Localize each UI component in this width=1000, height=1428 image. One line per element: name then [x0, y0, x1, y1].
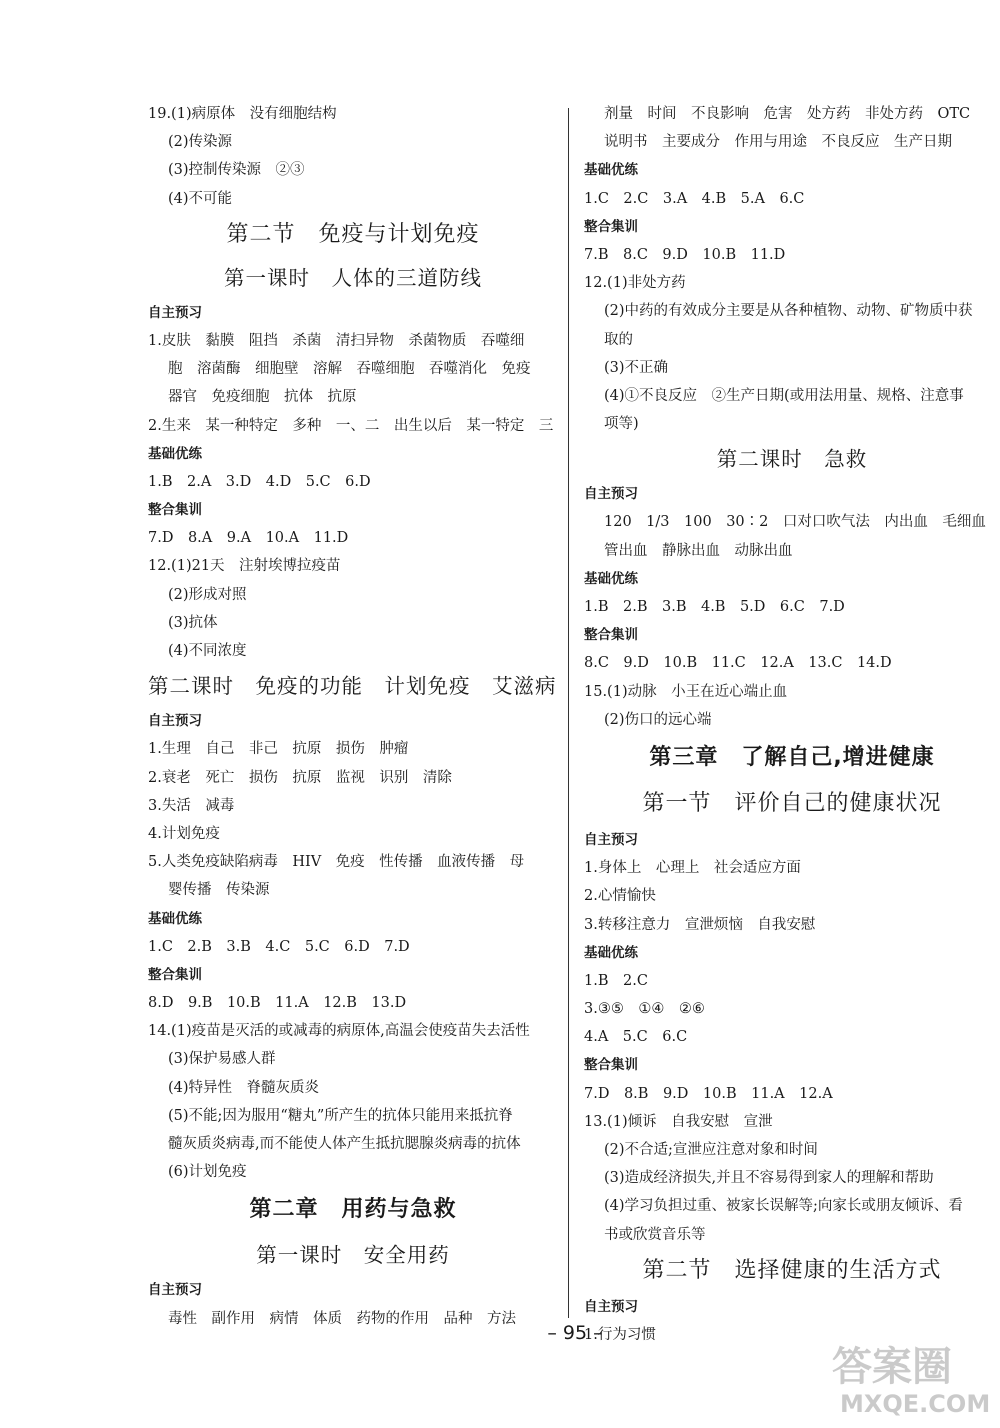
subsection-label: 整合集训 [584, 1057, 638, 1074]
answer-line: 1.B 2.B 3.B 4.B 5.D 6.C 7.D [584, 599, 845, 615]
answer-continuation: 120 1/3 100 30∶2 口对口吹气法 内出血 毛细血 [604, 514, 986, 531]
right-column [584, 100, 1000, 1349]
subsection-label: 自主预习 [584, 486, 638, 503]
section-heading: 第二节 免疫与计划免疫 [226, 221, 480, 247]
section-heading: 第二节 选择健康的生活方式 [642, 1257, 942, 1283]
page-number: – 95 – [547, 1322, 603, 1344]
answer-subline: (5)不能;因为服用“糖丸”所产生的抗体只能用来抵抗脊 [168, 1107, 513, 1124]
answer-line: 3.③⑤ ①④ ②⑥ [584, 1001, 705, 1018]
subsection-label: 自主预习 [148, 713, 202, 730]
subsection-label: 整合集训 [148, 502, 202, 519]
lesson-heading: 第二课时 免疫的功能 计划免疫 艾滋病 [148, 674, 557, 699]
answer-subline: (2)不合适;宣泄应注意对象和时间 [604, 1142, 818, 1158]
answer-line: 4.计划免疫 [148, 825, 220, 842]
answer-line: 1.皮肤 黏膜 阻挡 杀菌 清扫异物 杀菌物质 吞噬细 [148, 332, 525, 349]
section-heading: 第一节 评价自己的健康状况 [642, 790, 942, 816]
answer-subline: (2)中药的有效成分主要是从各种植物、动物、矿物质中获 [604, 303, 973, 320]
answer-line: 3.转移注意力 宣泄烦恼 自我安慰 [584, 916, 816, 933]
lesson-heading: 第一课时 安全用药 [256, 1243, 450, 1268]
column-divider [568, 108, 569, 1318]
answer-subline: (4)不可能 [168, 190, 233, 207]
answer-continuation: 取的 [604, 331, 633, 348]
answer-continuation: 胞 溶菌酶 细胞壁 溶解 吞噬细胞 吞噬消化 免疫 [168, 361, 531, 378]
answer-subline: (2)形成对照 [168, 586, 247, 603]
answer-line: 1.B 2.A 3.D 4.D 5.C 6.D [148, 473, 371, 490]
watermark-logo-icon [820, 1334, 990, 1420]
subsection-label: 基础优练 [584, 570, 638, 587]
answer-line: 15.(1)动脉 小王在近心端止血 [584, 683, 788, 700]
answer-continuation: 项等) [604, 416, 639, 433]
subsection-label: 自主预习 [584, 831, 638, 848]
answer-line: 1.C 2.C 3.A 4.B 5.A 6.C [584, 190, 805, 207]
subsection-label: 自主预习 [148, 304, 202, 321]
answer-line: 1.C 2.B 3.B 4.C 5.C 6.D 7.D [148, 938, 410, 955]
answer-line: 7.D 8.A 9.A 10.A 11.D [148, 530, 349, 547]
answer-continuation: 剂量 时间 不良影响 危害 处方药 非处方药 OTC [604, 106, 971, 122]
subsection-label: 整合集训 [584, 627, 638, 644]
answer-subline: (4)学习负担过重、被家长误解等;向家长或朋友倾诉、看 [604, 1198, 963, 1215]
answer-line: 1.身体上 心理上 社会适应方面 [584, 860, 801, 877]
answer-line: 1.生理 自己 非己 抗原 损伤 肿瘤 [148, 741, 409, 758]
lesson-heading: 第一课时 人体的三道防线 [224, 265, 482, 290]
answer-subline: (3)造成经济损失,并且不容易得到家人的理解和帮助 [604, 1170, 934, 1187]
subsection-label: 自主预习 [584, 1298, 638, 1315]
answer-continuation: 说明书 主要成分 作用与用途 不良反应 生产日期 [604, 134, 952, 151]
answer-line: 12.(1)非处方药 [584, 275, 686, 292]
subsection-label: 基础优练 [584, 944, 638, 961]
answer-continuation: 书或欣赏音乐等 [604, 1226, 706, 1243]
subsection-label: 自主预习 [148, 1282, 202, 1299]
subsection-label: 整合集训 [584, 218, 638, 235]
subsection-label: 基础优练 [148, 910, 202, 927]
answer-subline: (4)①不良反应 ②生产日期(或用法用量、规格、注意事 [604, 387, 964, 404]
watermark-logo [820, 1334, 990, 1420]
answer-subline: (4)不同浓度 [168, 643, 247, 659]
answer-line: 7.D 8.B 9.D 10.B 11.A 12.A [584, 1085, 833, 1102]
watermark-text-bottom: MXQE.COM [840, 1390, 990, 1418]
answer-continuation: 毒性 副作用 病情 体质 药物的作用 品种 方法 [168, 1310, 516, 1327]
answer-line: 13.(1)倾诉 自我安慰 宣泄 [584, 1113, 773, 1130]
answer-subline: (3)抗体 [168, 614, 218, 631]
answer-subline: (6)计划免疫 [168, 1164, 247, 1181]
subsection-label: 整合集训 [148, 966, 202, 983]
answer-line: 8.D 9.B 10.B 11.A 12.B 13.D [148, 995, 407, 1012]
answer-subline: (3)不正确 [604, 359, 669, 376]
answer-line: 2.心情愉快 [584, 888, 656, 905]
answer-line: 7.B 8.C 9.D 10.B 11.D [584, 246, 786, 263]
answer-subline: (3)保护易感人群 [168, 1051, 276, 1068]
answer-line: 5.人类免疫缺陷病毒 HIV 免疫 性传播 血液传播 母 [148, 854, 525, 871]
answer-line: 1.行为习惯 [584, 1326, 656, 1343]
answer-line: 1.B 2.C [584, 972, 648, 989]
answer-subline: (2)传染源 [168, 134, 233, 151]
answer-continuation: 管出血 静脉出血 动脉出血 [604, 542, 793, 559]
chapter-heading: 第二章 用药与急救 [249, 1197, 457, 1223]
answer-continuation: 婴传播 传染源 [168, 882, 270, 899]
chapter-heading: 第三章 了解自己,增进健康 [649, 744, 935, 770]
answer-subline: (3)控制传染源 ②③ [168, 162, 305, 179]
answer-line: 14.(1)疫苗是灭活的或减毒的病原体,高温会使疫苗失去活性 [148, 1023, 530, 1040]
watermark-text-top: 答案圈 [832, 1344, 952, 1390]
subsection-label: 基础优练 [148, 445, 202, 462]
answer-subline: (4)特异性 脊髓灰质炎 [168, 1079, 320, 1096]
answer-line: 12.(1)21天 注射埃博拉疫苗 [148, 558, 341, 575]
answer-line: 19.(1)病原体 没有细胞结构 [148, 106, 337, 122]
answer-line: 2.生来 某一种特定 多种 一、二 出生以后 某一特定 三 [148, 417, 554, 434]
answer-line: 4.A 5.C 6.C [584, 1029, 688, 1046]
answer-line: 2.衰老 死亡 损伤 抗原 监视 识别 清除 [148, 769, 452, 786]
answer-continuation: 髓灰质炎病毒,而不能使人体产生抵抗腮腺炎病毒的抗体 [168, 1136, 521, 1152]
answer-line: 3.失活 减毒 [148, 797, 235, 814]
lesson-heading: 第二课时 急救 [716, 447, 868, 472]
answer-subline: (2)伤口的远心端 [604, 711, 712, 728]
left-column [148, 100, 558, 1333]
subsection-label: 基础优练 [584, 162, 638, 179]
answer-line: 8.C 9.D 10.B 11.C 12.A 13.C 14.D [584, 655, 892, 672]
answer-continuation: 器官 免疫细胞 抗体 抗原 [168, 389, 357, 406]
